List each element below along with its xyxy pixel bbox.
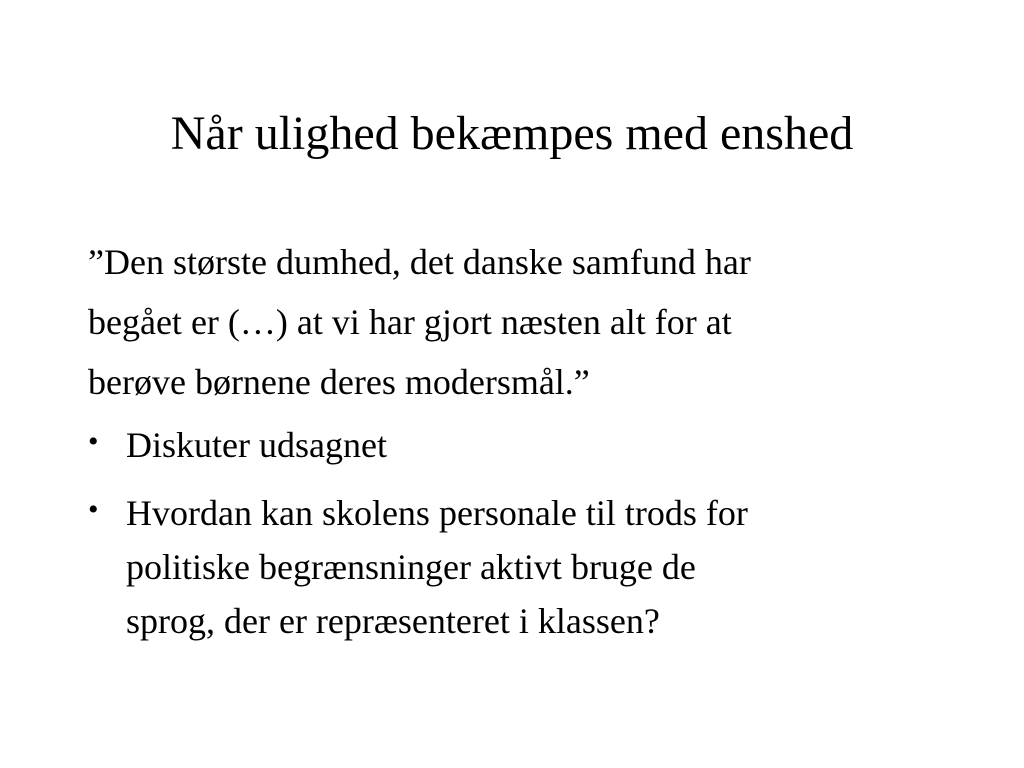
slide-body xyxy=(88,232,968,648)
bullet-item-question xyxy=(88,486,968,648)
bullet-text-line: Hvordan kan skolens personale til trods for xyxy=(126,493,748,533)
bullet-marker: • xyxy=(88,493,99,526)
bullet-list xyxy=(88,418,968,648)
quote-line: ”Den største dumhed, det danske samfund har xyxy=(88,242,751,282)
bullet-text-line: politiske begrænsninger aktivt bruge de xyxy=(126,547,696,587)
bullet-text-line: Diskuter udsagnet xyxy=(126,425,387,465)
bullet-marker: • xyxy=(88,425,99,458)
bullet-text-line: sprog, der er repræsenteret i klassen? xyxy=(126,601,660,641)
bullet-item-discuss xyxy=(88,418,968,472)
quote-paragraph xyxy=(88,232,968,412)
quote-line: begået er (…) at vi har gjort næsten alt for at xyxy=(88,302,732,342)
quote-line: berøve børnene deres modersmål.” xyxy=(88,362,590,402)
slide-title: Når ulighed bekæmpes med enshed xyxy=(170,107,854,160)
